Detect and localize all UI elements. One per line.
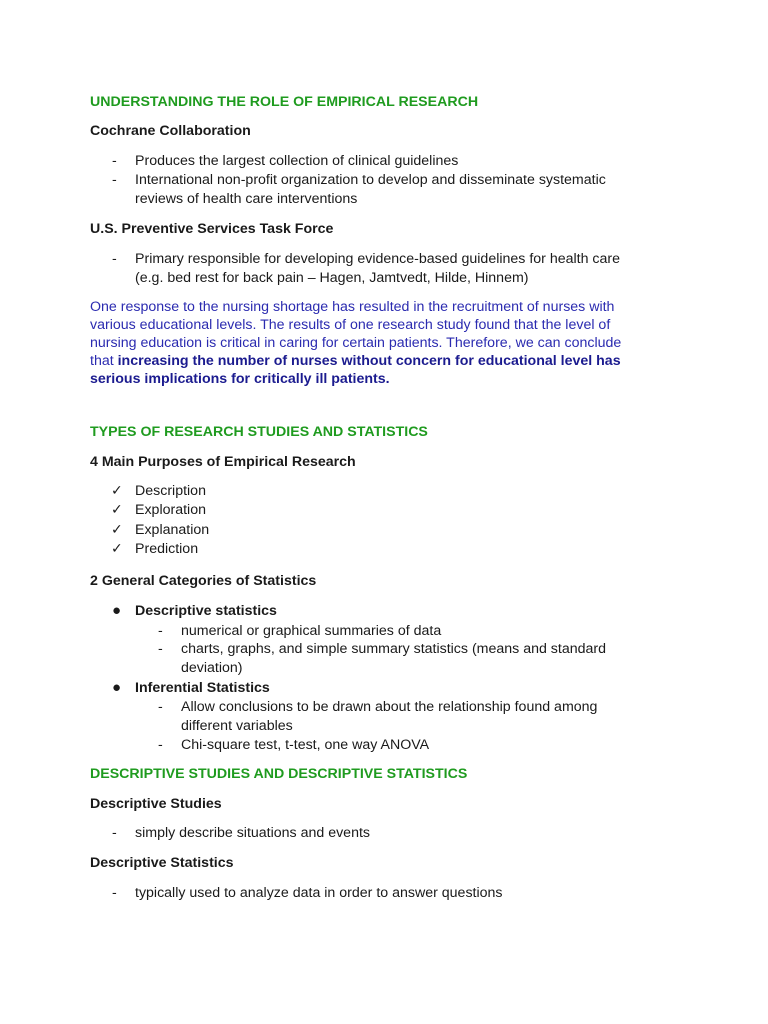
sub-list-item-continuation: deviation) [181, 660, 243, 676]
subheading-categories: 2 General Categories of Statistics [90, 573, 317, 589]
subheading-uspstf: U.S. Preventive Services Task Force [90, 221, 334, 237]
paragraph-line: One response to the nursing shortage has resulted in the recruitment of nurses with [90, 299, 615, 315]
dash-marker: - [158, 641, 163, 657]
paragraph-emphasis: serious implications for critically ill patients. [90, 371, 390, 387]
check-icon: ✓ [111, 483, 123, 499]
check-icon: ✓ [111, 522, 123, 538]
section-heading-empirical-research: UNDERSTANDING THE ROLE OF EMPIRICAL RESEARCH [90, 94, 479, 110]
dash-marker: - [112, 885, 117, 901]
section-heading-descriptive: DESCRIPTIVE STUDIES AND DESCRIPTIVE STATISTICS [90, 766, 468, 782]
list-item: Primary responsible for developing evidence-based guidelines for health care [135, 251, 621, 267]
sub-list-item: numerical or graphical summaries of data [181, 623, 442, 639]
list-item-continuation: (e.g. bed rest for back pain – Hagen, Jamtvedt, Hilde, Hinnem) [135, 270, 529, 286]
dash-marker: - [158, 699, 163, 715]
check-icon: ✓ [111, 541, 123, 557]
subheading-cochrane: Cochrane Collaboration [90, 123, 251, 139]
paragraph-line: various educational levels. The results of one research study found that the level of [90, 317, 611, 333]
list-item: Explanation [135, 522, 210, 538]
list-item: Prediction [135, 541, 199, 557]
subheading-purposes: 4 Main Purposes of Empirical Research [90, 454, 356, 470]
paragraph-line [90, 352, 621, 370]
dash-marker: - [112, 172, 117, 188]
list-item: Description [135, 483, 206, 499]
subheading-descriptive-statistics: Descriptive Statistics [90, 855, 234, 871]
paragraph-emphasis: increasing the number of nurses without concern for educational level has [117, 353, 621, 369]
sub-list-item: Chi-square test, t-test, one way ANOVA [181, 737, 430, 753]
list-item: Exploration [135, 502, 206, 518]
list-item-inferential-statistics: Inferential Statistics [135, 680, 270, 696]
list-item: International non-profit organization to develop and disseminate systematic [135, 172, 606, 188]
bullet-icon: ● [112, 602, 122, 619]
bullet-icon: ● [112, 679, 122, 696]
list-item-descriptive-statistics: Descriptive statistics [135, 603, 277, 619]
dash-marker: - [112, 153, 117, 169]
list-item: typically used to analyze data in order to answer questions [135, 885, 503, 901]
sub-list-item: Allow conclusions to be drawn about the relationship found among [181, 699, 598, 715]
dash-marker: - [158, 623, 163, 639]
paragraph-line: nursing education is critical in caring for certain patients. Therefore, we can conclude [90, 335, 622, 351]
list-item: Produces the largest collection of clinical guidelines [135, 153, 459, 169]
section-heading-research-types: TYPES OF RESEARCH STUDIES AND STATISTICS [90, 424, 428, 440]
dash-marker: - [158, 737, 163, 753]
dash-marker: - [112, 825, 117, 841]
subheading-descriptive-studies: Descriptive Studies [90, 796, 222, 812]
dash-marker: - [112, 251, 117, 267]
list-item: simply describe situations and events [135, 825, 371, 841]
sub-list-item-continuation: different variables [181, 718, 293, 734]
paragraph-text: that [90, 353, 118, 369]
sub-list-item: charts, graphs, and simple summary statistics (means and standard [181, 641, 607, 657]
check-icon: ✓ [111, 502, 123, 518]
list-item-continuation: reviews of health care interventions [135, 191, 358, 207]
